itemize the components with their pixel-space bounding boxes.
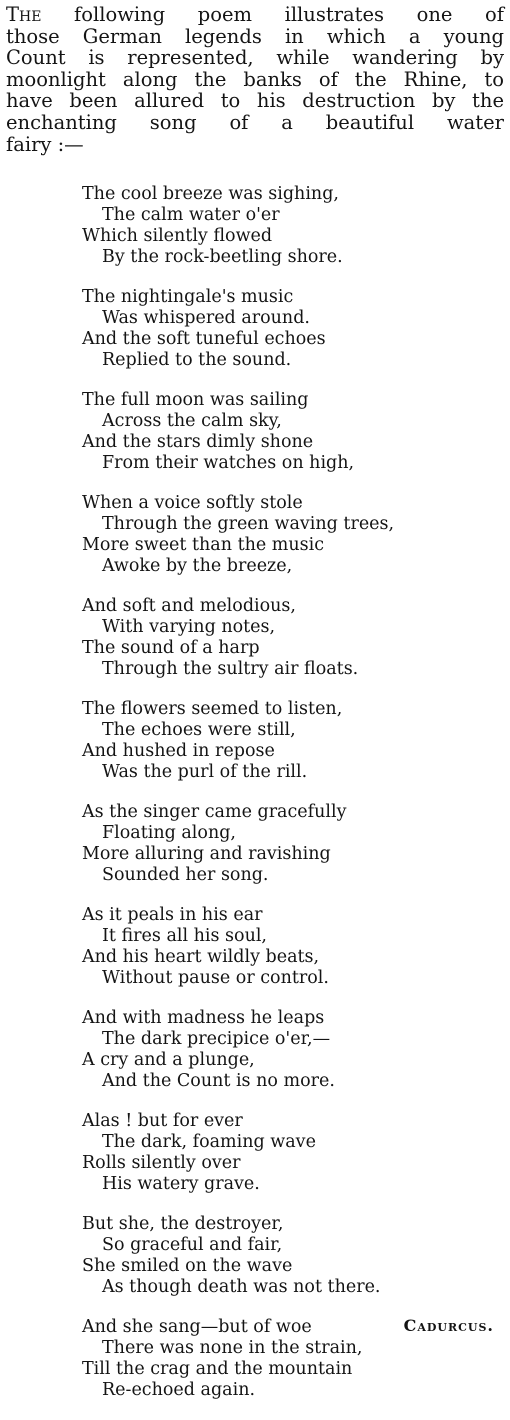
poem-line: Awoke by the breeze, bbox=[102, 556, 293, 576]
poem-line: More sweet than the music bbox=[82, 535, 325, 555]
poem-line: When a voice softly stole bbox=[82, 493, 303, 513]
poem-line: The nightingale's music bbox=[82, 287, 294, 307]
intro-line: have been allured to his destruction by the bbox=[6, 89, 504, 113]
poem-line: The sound of a harp bbox=[82, 638, 260, 658]
poem-line: And soft and melodious, bbox=[82, 596, 296, 616]
stanza bbox=[82, 905, 502, 989]
poem-line: Replied to the sound. bbox=[102, 350, 292, 370]
poem-line: And the Count is no more. bbox=[102, 1071, 335, 1091]
stanza bbox=[82, 596, 502, 680]
intro-line: those German legends in which a young bbox=[6, 24, 504, 48]
poem-line: It fires all his soul, bbox=[102, 926, 267, 946]
poem-line: Sounded her song. bbox=[102, 865, 269, 885]
poem-line: The flowers seemed to listen, bbox=[82, 699, 343, 719]
poem-line: Across the calm sky, bbox=[102, 411, 282, 431]
intro-first-word: The bbox=[6, 3, 42, 26]
poem-line: The dark precipice o'er,— bbox=[102, 1029, 331, 1049]
poem-line: The cool breeze was sighing, bbox=[82, 184, 339, 204]
poem-line: Was whispered around. bbox=[102, 308, 310, 328]
poem-line: So graceful and fair, bbox=[102, 1235, 283, 1255]
intro-line: fairy :— bbox=[6, 132, 84, 156]
poem-line: There was none in the strain, bbox=[102, 1338, 363, 1358]
poem-line: By the rock-beetling shore. bbox=[102, 247, 343, 267]
poem-line: More alluring and ravishing bbox=[82, 844, 331, 864]
poem-line: She smiled on the wave bbox=[82, 1256, 293, 1276]
stanza bbox=[82, 802, 502, 886]
poem-line: And the stars dimly shone bbox=[82, 432, 314, 452]
stanza bbox=[82, 493, 502, 577]
intro-line bbox=[6, 4, 504, 26]
poem-line: A cry and a plunge, bbox=[82, 1050, 255, 1070]
poem-line: Through the sultry air floats. bbox=[102, 659, 359, 679]
poem-line: The echoes were still, bbox=[102, 720, 296, 740]
poem-line: And the soft tuneful echoes bbox=[82, 329, 326, 349]
poem-line: Through the green waving trees, bbox=[102, 514, 395, 534]
poem-line: From their watches on high, bbox=[102, 453, 355, 473]
poem-line: Alas ! but for ever bbox=[82, 1111, 243, 1131]
poem-line: And hushed in repose bbox=[82, 741, 275, 761]
stanza bbox=[82, 1008, 502, 1092]
poem-line: Which silently flowed bbox=[82, 226, 273, 246]
poem-line: Floating along, bbox=[102, 823, 236, 843]
stanza bbox=[82, 1214, 502, 1298]
stanza bbox=[82, 287, 502, 371]
poem-line: And she sang—but of woe bbox=[82, 1317, 312, 1337]
poem-line: And his heart wildly beats, bbox=[82, 947, 320, 967]
poem-line: As the singer came gracefully bbox=[82, 802, 347, 822]
poem-line: Without pause or control. bbox=[102, 968, 329, 988]
stanza bbox=[82, 699, 502, 783]
poem-body bbox=[82, 184, 502, 1420]
poem-line: As it peals in his ear bbox=[82, 905, 263, 925]
poem-line: His watery grave. bbox=[102, 1174, 260, 1194]
intro-line-text: following poem illustrates one of bbox=[41, 3, 504, 26]
poem-line: But she, the destroyer, bbox=[82, 1214, 284, 1234]
intro-line: enchanting song of a beautiful water bbox=[6, 110, 504, 134]
poem-line: The full moon was sailing bbox=[82, 390, 309, 410]
poem-line: With varying notes, bbox=[102, 617, 276, 637]
author-signature: Cadurcus. bbox=[403, 1316, 494, 1335]
intro-paragraph bbox=[6, 4, 504, 155]
poem-line: Re-echoed again. bbox=[102, 1380, 256, 1400]
stanza bbox=[82, 184, 502, 268]
poem-line: The calm water o'er bbox=[102, 205, 280, 225]
stanza bbox=[82, 1111, 502, 1195]
intro-line: Count is represented, while wandering by bbox=[6, 46, 504, 70]
poem-line: Till the crag and the mountain bbox=[82, 1359, 353, 1379]
poem-line: Was the purl of the rill. bbox=[102, 762, 308, 782]
poem-line: Rolls silently over bbox=[82, 1153, 241, 1173]
stanza bbox=[82, 390, 502, 474]
poem-line: And with madness he leaps bbox=[82, 1008, 325, 1028]
poem-line: As though death was not there. bbox=[102, 1277, 381, 1297]
intro-line: moonlight along the banks of the Rhine, to bbox=[6, 67, 504, 91]
poem-line: The dark, foaming wave bbox=[102, 1132, 316, 1152]
